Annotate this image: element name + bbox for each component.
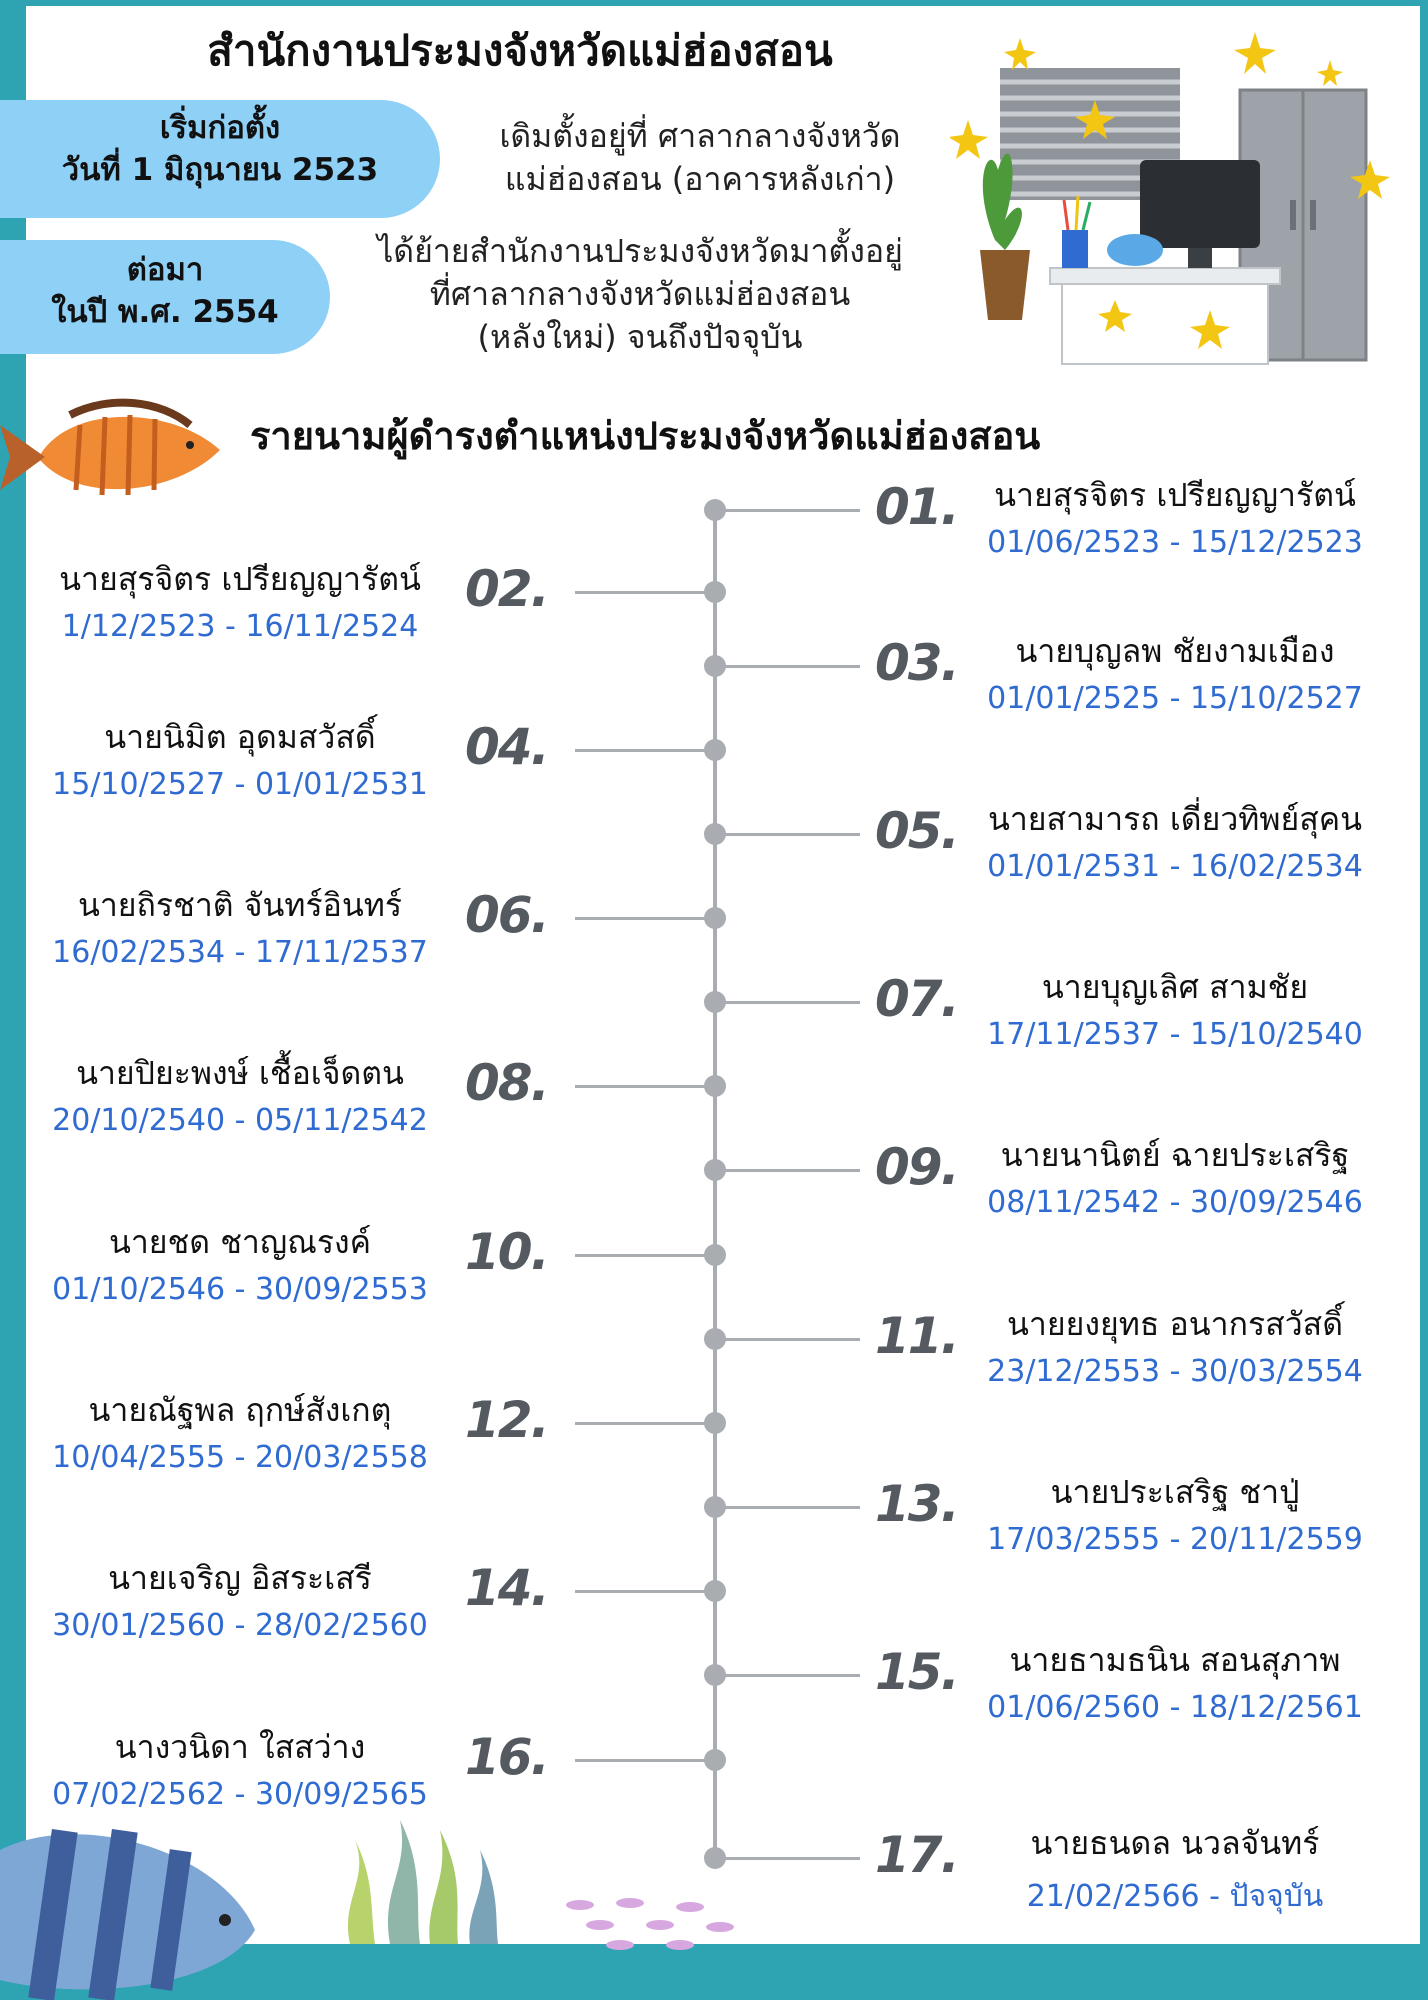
official-entry [20,554,460,644]
page-title: สำนักงานประมงจังหวัดแม่ฮ่องสอน [207,26,833,75]
official-name: นางวนิดา ใสสว่าง [114,1728,366,1766]
timeline-connector [715,509,860,512]
timeline-connector [575,1590,715,1593]
entry-number: 06. [465,886,548,944]
timeline-connector [575,1759,715,1762]
entry-number: 09. [875,1138,958,1196]
relocated-text-line-3: (หลังใหม่) จนถึงปัจจุบัน [477,318,803,357]
timeline-connector [715,1506,860,1509]
founded-date: วันที่ 1 มิถุนายน 2523 [61,151,379,188]
official-entry [955,470,1395,560]
fish-orange-icon [0,395,230,515]
official-entry [955,626,1395,716]
official-name: นายธามธนิน สอนสุภาพ [1009,1641,1341,1679]
timeline-connector [715,1001,860,1004]
official-name: นายประเสริฐ ชาปู่ [1050,1473,1300,1511]
term-dates: 17/11/2537 - 15/10/2540 [987,1017,1363,1052]
term-dates: 01/06/2560 - 18/12/2561 [987,1690,1363,1725]
term-dates: 30/01/2560 - 28/02/2560 [52,1608,428,1643]
term-dates: 16/02/2534 - 17/11/2537 [52,935,428,970]
term-dates: 01/10/2546 - 30/09/2553 [52,1272,428,1307]
entry-number: 08. [465,1054,548,1112]
entry-number: 01. [875,478,958,536]
official-name: นายเจริญ อิสระเสรี [108,1559,372,1597]
official-entry [20,880,460,970]
relocated-description [330,230,950,360]
official-entry [955,1635,1395,1725]
entry-number: 13. [875,1475,958,1533]
entry-number: 16. [465,1728,548,1786]
official-name: นายนานิตย์ ฉายประเสริฐ [1000,1136,1350,1174]
term-dates: 21/02/2566 - ปัจจุบัน [1026,1879,1324,1914]
official-entry [20,1385,460,1475]
timeline-title: รายนามผู้ดำรงตำแหน่งประมงจังหวัดแม่ฮ่องสอน [250,414,1041,458]
entry-number: 03. [875,634,958,692]
official-name: นายชด ชาญณรงค์ [108,1223,372,1261]
official-name: นายบุญเลิศ สามชัย [1041,968,1309,1006]
entry-number: 11. [875,1307,958,1365]
timeline-connector [715,665,860,668]
term-dates: 01/01/2531 - 16/02/2534 [987,849,1363,884]
official-entry [955,1818,1395,1920]
seaweed-icon [330,1820,530,1944]
official-name: นายสุรจิตร เปรียญญารัตน์ [59,560,421,598]
timeline-axis [713,505,717,1860]
term-dates: 17/03/2555 - 20/11/2559 [987,1522,1363,1557]
entry-number: 04. [465,718,548,776]
timeline-connector [575,917,715,920]
timeline-connector [575,749,715,752]
relocated-text-line-2: ที่ศาลากลางจังหวัดแม่ฮ่องสอน [429,275,851,314]
official-entry [20,1722,460,1812]
official-name: นายณัฐพล ฤกษ์สังเกตุ [88,1391,392,1429]
timeline-connector [715,1169,860,1172]
founded-description [450,115,950,201]
timeline-connector [715,1857,860,1860]
term-dates: 01/01/2525 - 15/10/2527 [987,681,1363,716]
frame-right [1420,0,1428,2000]
entry-number: 12. [465,1391,548,1449]
relocated-year: ในปี พ.ศ. 2554 [51,293,279,330]
fish-blue-striped-icon [0,1810,260,2000]
official-name: นายนิมิต อุดมสวัสดิ์ [104,718,376,756]
official-entry [20,712,460,802]
official-entry [955,962,1395,1052]
relocated-text-line-1: ได้ย้ายสำนักงานประมงจังหวัดมาตั้งอยู่ [377,232,903,270]
founded-label: เริ่มก่อตั้ง [159,110,281,146]
entry-number: 10. [465,1223,548,1281]
official-entry [20,1553,460,1643]
official-entry [955,1130,1395,1220]
term-dates: 15/10/2527 - 01/01/2531 [52,767,428,802]
frame-top [0,0,1428,6]
term-dates: 07/02/2562 - 30/09/2565 [52,1777,428,1812]
official-name: นายสามารถ เดี่ยวทิพย์สุคน [987,800,1363,838]
office-illustration [950,20,1390,380]
timeline-connector [575,1254,715,1257]
timeline-connector [715,1338,860,1341]
entry-number: 17. [875,1826,958,1884]
official-name: นายยงยุทธ อนากรสวัสดิ์ [1007,1305,1343,1343]
timeline-connector [575,1085,715,1088]
term-dates: 10/04/2555 - 20/03/2558 [52,1440,428,1475]
founded-badge [0,100,440,218]
relocated-label: ต่อมา [126,252,204,288]
official-entry [955,1299,1395,1389]
entry-number: 15. [875,1643,958,1701]
term-dates: 20/10/2540 - 05/11/2542 [52,1103,428,1138]
official-name: นายบุญลพ ชัยงามเมือง [1015,632,1335,670]
timeline-connector [715,1674,860,1677]
entry-number: 05. [875,802,958,860]
official-entry [955,1467,1395,1557]
entry-number: 07. [875,970,958,1028]
term-dates: 08/11/2542 - 30/09/2546 [987,1185,1363,1220]
official-entry [955,794,1395,884]
entry-number: 14. [465,1559,548,1617]
founded-text-line-2: แม่ฮ่องสอน (อาคารหลังเก่า) [504,160,896,199]
entry-number: 02. [465,560,548,618]
official-name: นายธนดล นวลจันทร์ [1030,1824,1320,1862]
term-dates: 23/12/2553 - 30/03/2554 [987,1354,1363,1389]
small-fish-school-icon [560,1895,750,1955]
timeline-connector [715,833,860,836]
timeline-connector [575,591,715,594]
term-dates: 1/12/2523 - 16/11/2524 [61,609,419,644]
official-name: นายสุรจิตร เปรียญญารัตน์ [994,476,1356,514]
term-dates: 01/06/2523 - 15/12/2523 [987,525,1363,560]
relocated-badge [0,240,330,354]
founded-text-line-1: เดิมตั้งอยู่ที่ ศาลากลางจังหวัด [499,117,901,155]
timeline-connector [575,1422,715,1425]
official-name: นายถิรชาติ จันทร์อินทร์ [77,886,403,924]
official-name: นายปิยะพงษ์ เชื้อเจ็ดตน [76,1054,404,1092]
official-entry [20,1048,460,1138]
official-entry [20,1217,460,1307]
